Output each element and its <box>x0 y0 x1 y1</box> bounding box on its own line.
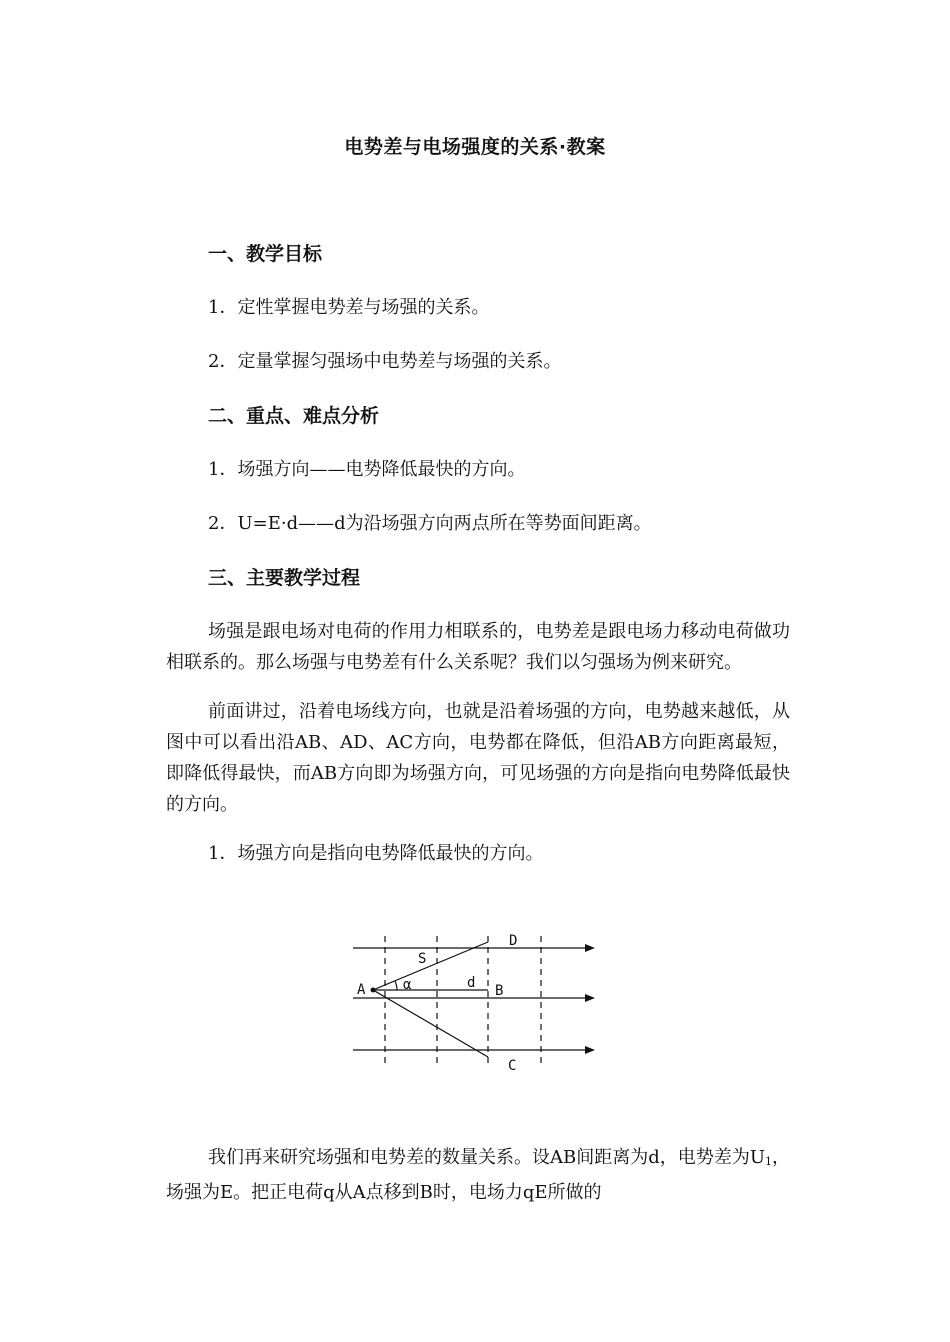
section-heading-process: 三、主要教学过程 <box>208 567 361 589</box>
document-title: 电势差与电场强度的关系·教案 <box>344 136 606 158</box>
quantitative-paragraph-start: 我们再来研究场强和电势差的数量关系。设AB间距离为d，电势差为U <box>208 1147 765 1168</box>
process-item-1: 1．场强方向是指向电势降低最快的方向。 <box>208 843 544 864</box>
quantitative-paragraph-end: ，场强为E。把正电荷q从A点移到B时，电场力qE所做的 <box>166 1147 791 1203</box>
segment-AC <box>373 990 488 1057</box>
label-D: D <box>509 933 518 949</box>
key-point-item-1: 1．场强方向——电势降低最快的方向。 <box>208 459 526 480</box>
angle-arc <box>395 981 397 990</box>
goal-item-2: 2．定量掌握匀强场中电势差与场强的关系。 <box>208 351 562 372</box>
label-alpha: α <box>403 977 412 993</box>
label-S: S <box>418 951 427 967</box>
point-A <box>371 988 376 993</box>
label-A: A <box>357 982 366 998</box>
section-heading-key-points: 二、重点、难点分析 <box>208 405 380 427</box>
field-diagram <box>345 928 605 1078</box>
document-body-continued <box>166 1142 790 1226</box>
process-paragraph-2: 前面讲过，沿着电场线方向，也就是沿着场强的方向，电势越来越低，从图中可以看出沿AB、AD、AC方向，电势都在降低，但沿AB方向距离最短，即降低得最快，而AB方向即为场强方向，可见场强的方向是指向电势降低最快的方向。 <box>166 701 790 815</box>
process-paragraph-1: 场强是跟电场对电荷的作用力相联系的，电势差是跟电场力移动电荷做功相联系的。那么场强与电势差有什么关系呢？我们以匀强场为例来研究。 <box>166 621 790 673</box>
field-diagram-svg <box>345 928 605 1078</box>
quantitative-paragraph <box>166 1142 790 1208</box>
label-B: B <box>495 983 504 999</box>
key-point-item-2: 2．U=E·d——d为沿场强方向两点所在等势面间距离。 <box>208 513 652 534</box>
arrow-head-bottom <box>585 1046 595 1054</box>
label-d: d <box>467 975 476 991</box>
label-C: C <box>508 1058 517 1074</box>
arrow-head-middle <box>585 994 595 1002</box>
section-heading-goals: 一、教学目标 <box>208 243 323 265</box>
arrow-head-top <box>585 944 595 952</box>
goal-item-1: 1．定性掌握电势差与场强的关系。 <box>208 297 490 318</box>
document-body <box>166 238 790 892</box>
subscript-1: 1 <box>765 1155 772 1168</box>
